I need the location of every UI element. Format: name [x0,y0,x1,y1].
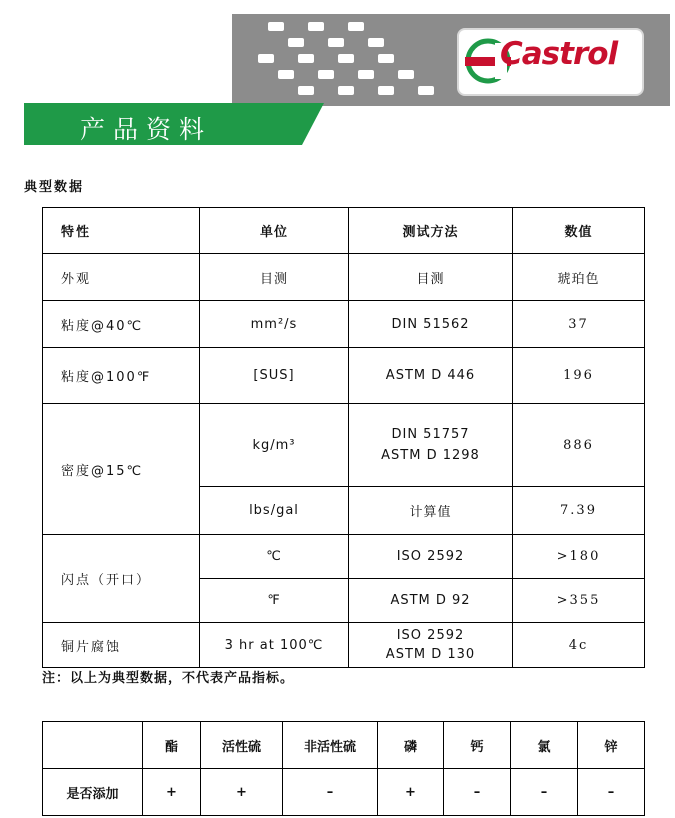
property-cell: 密度@15℃ [43,404,200,535]
method-cell: 计算值 [349,487,513,535]
additive-header-inactive-sulfur: 非活性硫 [283,722,378,769]
disclaimer-note: 注：以上为典型数据，不代表产品指标。 [42,671,295,686]
col-header-property: 特性 [43,208,200,254]
method-cell: ASTM D 446 [349,348,513,404]
method-cell: ASTM D 92 [349,579,513,623]
castrol-logo-wordmark: Castrol [500,36,618,72]
value-cell: >355 [513,579,645,623]
additive-header-phosphorus: 磷 [378,722,444,769]
property-cell: 粘度@40℃ [43,301,200,348]
table-row [43,301,645,348]
method-cell: DIN 51562 [349,301,513,348]
col-header-method: 测试方法 [349,208,513,254]
value-cell: 4c [513,623,645,668]
additive-value-cell: – [511,769,578,816]
table-row [43,404,645,487]
value-cell: 196 [513,348,645,404]
property-cell: 铜片腐蚀 [43,623,200,668]
additive-header-chlorine: 氯 [511,722,578,769]
value-cell: 886 [513,404,645,487]
unit-cell: [SUS] [200,348,349,404]
unit-cell: kg/m³ [200,404,349,487]
table-header-row [43,208,645,254]
additive-value-cell: – [578,769,645,816]
method-line: ISO 2592 [396,628,465,643]
checker-pattern [250,14,470,106]
unit-cell: 3 hr at 100℃ [200,623,349,668]
unit-cell: ℉ [200,579,349,623]
col-header-value: 数值 [513,208,645,254]
additive-value-cell: + [378,769,444,816]
additive-row-label: 是否添加 [43,769,143,816]
value-cell: 7.39 [513,487,645,535]
property-cell: 闪点（开口） [43,535,200,623]
table-row [43,623,645,668]
typical-data-table [42,207,645,668]
additive-header-ester: 酯 [143,722,201,769]
additive-value-cell: + [143,769,201,816]
unit-cell: mm²/s [200,301,349,348]
property-cell: 粘度@100℉ [43,348,200,404]
additives-table [42,721,645,816]
section-title: 产品资料 [80,115,213,144]
table-row [43,535,645,579]
additive-value-cell: – [283,769,378,816]
value-cell: >180 [513,535,645,579]
method-cell [349,404,513,487]
additive-header-zinc: 锌 [578,722,645,769]
property-cell: 外观 [43,254,200,301]
method-cell [349,623,513,668]
unit-cell: ℃ [200,535,349,579]
value-cell: 琥珀色 [513,254,645,301]
method-line: ASTM D 1298 [381,448,480,463]
table-row [43,348,645,404]
additive-header-active-sulfur: 活性硫 [201,722,283,769]
method-cell: 目测 [349,254,513,301]
unit-cell: 目测 [200,254,349,301]
unit-cell: lbs/gal [200,487,349,535]
additives-value-row [43,769,645,816]
method-line: DIN 51757 [391,427,470,442]
additive-header-calcium: 钙 [444,722,511,769]
additive-header-empty [43,722,143,769]
additives-header-row [43,722,645,769]
table-row [43,254,645,301]
additive-value-cell: + [201,769,283,816]
method-line: ASTM D 130 [385,647,476,662]
typical-data-heading: 典型数据 [24,180,85,195]
additive-value-cell: – [444,769,511,816]
method-cell: ISO 2592 [349,535,513,579]
col-header-unit: 单位 [200,208,349,254]
value-cell: 37 [513,301,645,348]
